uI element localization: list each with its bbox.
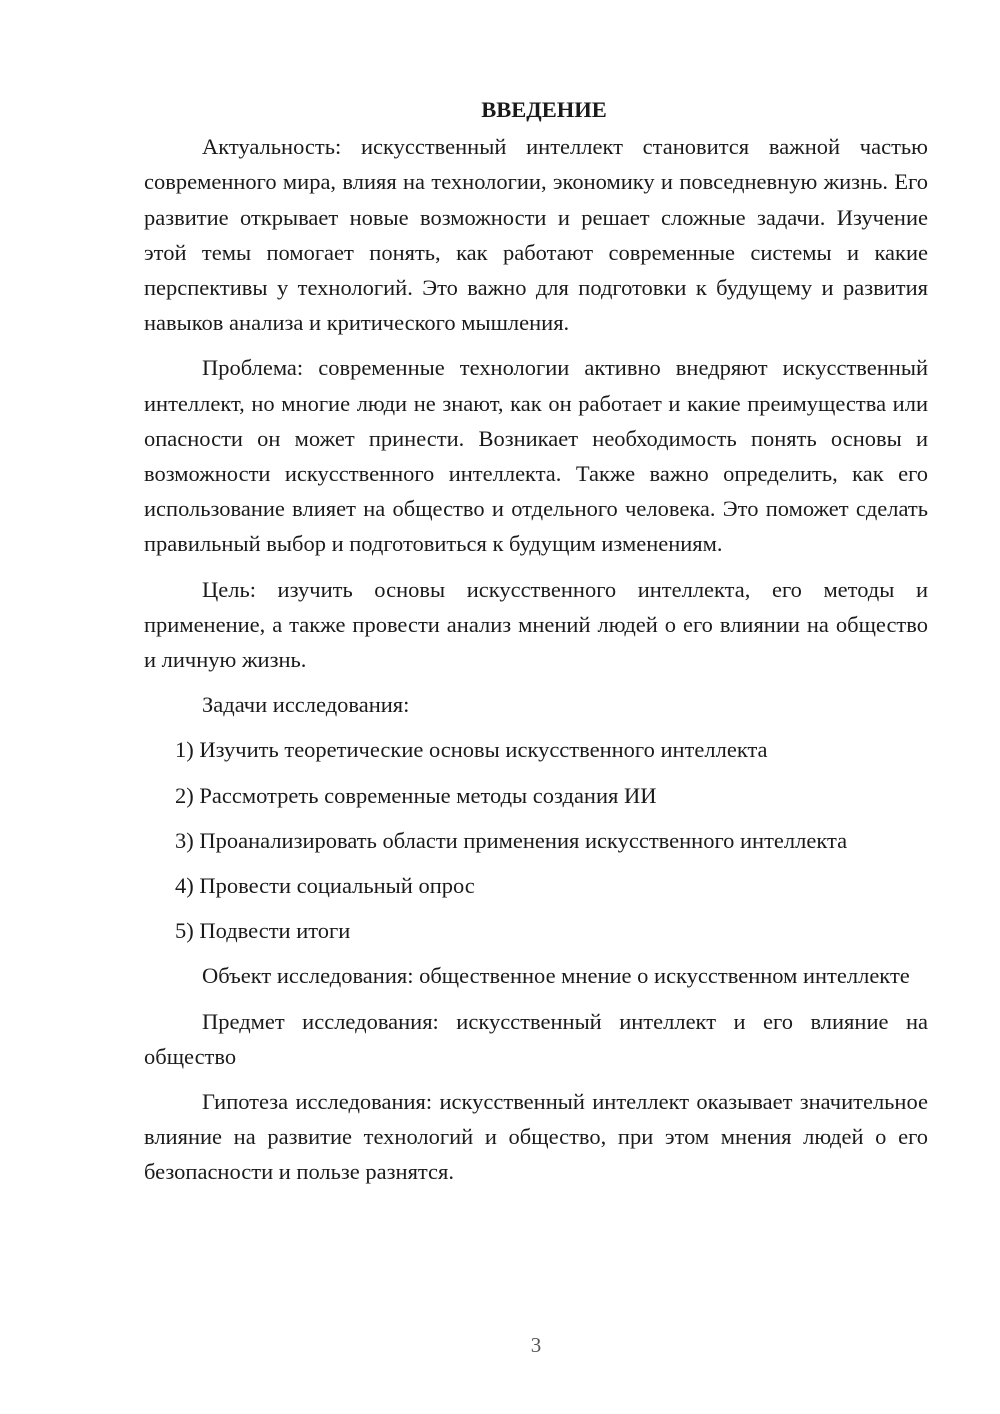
problem-paragraph: Проблема: современные технологии активно внедряют искусственный интеллект, но многие люди не знают, как он работает и какие преимущества или опасности он может принести. Возникает необходимость понять основы и возможности искусственного интеллекта. Также важно определить, как его использование влияет на общество и отдельного человека. Это поможет сделать правильный выбор и подготовиться к будущим изменениям. [144, 355, 928, 557]
task-item-3: 3) Проанализировать области применения искусственного интеллекта [175, 827, 848, 853]
relevance-paragraph: Актуальность: искусственный интеллект становится важной частью современного мира, влияя на технологии, экономику и повседневную жизнь. Его развитие открывает новые возможности и решает сложные задачи. Изучение этой темы помогает понять, как работают современные системы и какие перспективы у технологий. Это важно для подготовки к будущему и развития навыков анализа и критического мышления. [144, 134, 928, 336]
task-item-4: 4) Провести социальный опрос [175, 873, 475, 899]
page-content [144, 92, 928, 1200]
page-number: 3 [530, 1333, 542, 1357]
task-item-1: 1) Изучить теоретические основы искусственного интеллекта [175, 737, 768, 763]
subject-paragraph: Предмет исследования: искусственный интеллект и его влияние на общество [144, 1008, 928, 1069]
task-item-2: 2) Рассмотреть современные методы создания ИИ [175, 782, 657, 808]
tasks-list [144, 732, 928, 948]
object-paragraph: Объект исследования: общественное мнение о искусственном интеллекте [202, 963, 910, 989]
hypothesis-paragraph: Гипотеза исследования: искусственный интеллект оказывает значительное влияние на развитие технологий и общество, при этом мнения людей о его безопасности и пользе разнятся. [144, 1089, 928, 1185]
tasks-heading: Задачи исследования: [202, 692, 410, 718]
goal-paragraph: Цель: изучить основы искусственного интеллекта, его методы и применение, а также провести анализ мнений людей о его влиянии на общество и личную жизнь. [144, 576, 928, 673]
task-item-5: 5) Подвести итоги [175, 918, 351, 944]
section-title: ВВЕДЕНИЕ [481, 97, 607, 122]
